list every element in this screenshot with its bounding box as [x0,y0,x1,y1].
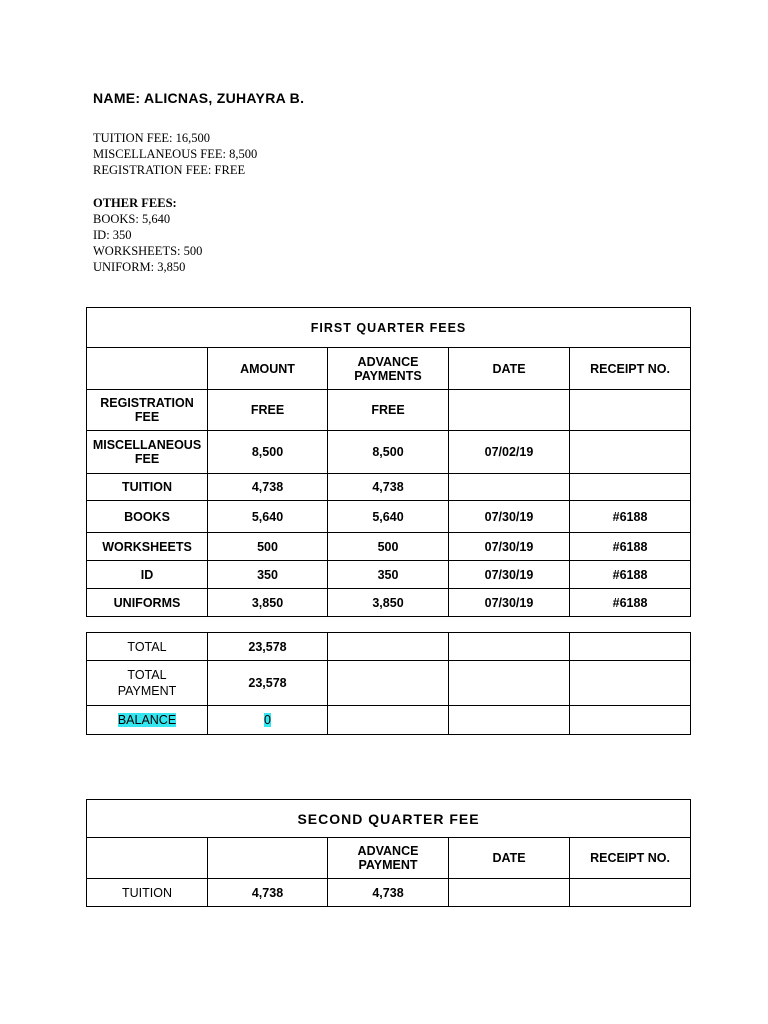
table-row [87,431,691,474]
total-payment-label: TOTAL PAYMENT [87,661,208,706]
header-cell: RECEIPT NO. [570,838,691,879]
amount-cell: 500 [208,533,328,561]
row-label: UNIFORMS [87,589,208,617]
advance-cell: 4,738 [328,474,449,501]
other-fees-heading: OTHER FEES: [93,195,177,210]
row-label: TUITION [87,474,208,501]
date-cell: 07/30/19 [449,533,570,561]
date-cell [449,390,570,431]
receipt-cell [570,879,691,907]
table-row [87,589,691,617]
amount-cell: 4,738 [208,879,328,907]
row-label: WORKSHEETS [87,533,208,561]
amount-cell: FREE [208,390,328,431]
totals-table [86,632,691,735]
amount-cell: 4,738 [208,474,328,501]
balance-label: BALANCE [117,713,177,727]
row-label: MISCELLANEOUS FEE [87,431,208,474]
row-label: REGISTRATION FEE [87,390,208,431]
advance-cell: 350 [328,561,449,589]
total-payment-value: 23,578 [208,661,328,706]
date-cell: 07/30/19 [449,561,570,589]
date-cell: 07/30/19 [449,501,570,533]
balance-value: 0 [264,713,271,727]
receipt-cell [570,431,691,474]
first-quarter-title: FIRST QUARTER FEES [87,308,691,348]
date-cell [449,879,570,907]
table-row [87,561,691,589]
first-quarter-header-row [87,348,691,390]
advance-cell: 5,640 [328,501,449,533]
advance-cell: 3,850 [328,589,449,617]
tuition-fee-line: TUITION FEE: 16,500 [93,131,210,145]
total-value: 23,578 [208,633,328,661]
date-cell: 07/30/19 [449,589,570,617]
uniform-fee-line: UNIFORM: 3,850 [93,260,186,275]
header-cell: DATE [449,838,570,879]
row-label: BOOKS [87,501,208,533]
second-quarter-table [86,799,691,907]
table-row [87,533,691,561]
amount-cell: 5,640 [208,501,328,533]
id-fee-line: ID: 350 [93,228,132,243]
header-cell: ADVANCE PAYMENT [328,838,449,879]
advance-cell: 500 [328,533,449,561]
header-cell: DATE [449,348,570,390]
total-row [87,633,691,661]
header-cell: RECEIPT NO. [570,348,691,390]
amount-cell: 8,500 [208,431,328,474]
header-cell [87,838,208,879]
amount-cell: 350 [208,561,328,589]
balance-row [87,706,691,735]
date-cell [449,474,570,501]
receipt-cell: #6188 [570,561,691,589]
second-quarter-title: SECOND QUARTER FEE [87,800,691,838]
first-quarter-table [86,307,691,617]
fee-summary [93,130,257,276]
receipt-cell [570,390,691,431]
student-name: NAME: ALICNAS, ZUHAYRA B. [93,90,305,106]
total-label: TOTAL [87,633,208,661]
header-cell: ADVANCE PAYMENTS [328,348,449,390]
date-cell: 07/02/19 [449,431,570,474]
table-row [87,879,691,907]
receipt-cell: #6188 [570,501,691,533]
registration-fee-line: REGISTRATION FEE: FREE [93,163,246,178]
books-fee-line: BOOKS: 5,640 [93,211,171,226]
advance-cell: FREE [328,390,449,431]
receipt-cell: #6188 [570,533,691,561]
row-label: ID [87,561,208,589]
header-cell [208,838,328,879]
table-row [87,474,691,501]
header-cell [87,348,208,390]
advance-cell: 4,738 [328,879,449,907]
worksheets-fee-line: WORKSHEETS: 500 [93,244,203,259]
table-row [87,501,691,533]
row-label: TUITION [87,879,208,907]
receipt-cell [570,474,691,501]
misc-fee-line: MISCELLANEOUS FEE: 8,500 [93,147,258,162]
advance-cell: 8,500 [328,431,449,474]
table-row [87,390,691,431]
header-cell: AMOUNT [208,348,328,390]
amount-cell: 3,850 [208,589,328,617]
receipt-cell: #6188 [570,589,691,617]
second-quarter-header-row [87,838,691,879]
total-payment-row [87,661,691,706]
